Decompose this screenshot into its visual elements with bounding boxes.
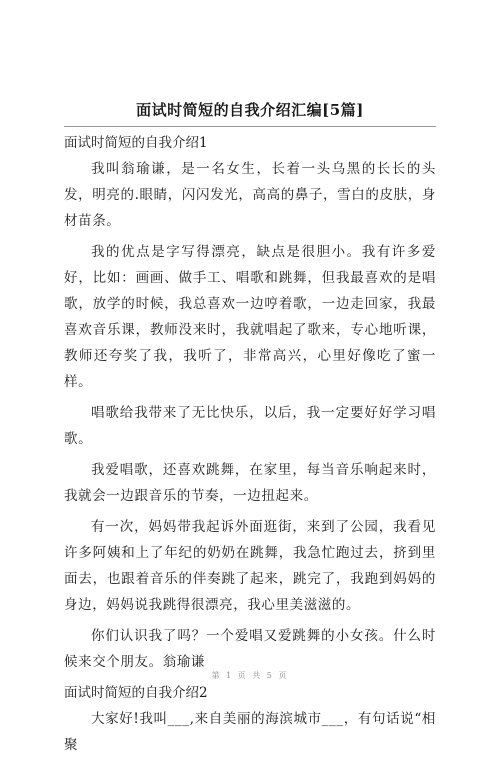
page-footer: 第 1 页 共 5 页: [211, 671, 289, 680]
paragraph: 我叫翁瑜谦，是一名女生，长着一头乌黑的长长的头发，明亮的.眼睛，闪闪发光，高高的鼻子，雪白的皮肤，身材苗条。: [64, 161, 436, 229]
paragraph: 你们认识我了吗？一个爱唱又爱跳舞的小女孩。什么时候来交个朋友。翁瑜谦: [64, 628, 436, 670]
document-title: 面试时简短的自我介绍汇编[5篇]: [136, 101, 364, 119]
paragraph: 大家好!我叫___,来自美丽的海滨城市___，有句话说“相聚: [64, 711, 436, 753]
section-heading: 面试时简短的自我介绍1: [64, 135, 208, 151]
document-body: [64, 130, 436, 763]
paragraph: 我的优点是字写得漂亮，缺点是很胆小。我有许多爱好，比如：画画、做手工、唱歌和跳舞，但我最喜欢的是唱歌，放学的时候，我总喜欢一边哼着歌，一边走回家，我最喜欢音乐课，教师没来时，我就唱起了歌来，专心地听课，教师还夸奖了我，我听了，非常高兴，心里好像吃了蜜一样。: [64, 244, 436, 390]
section-heading: 面试时简短的自我介绍2: [64, 685, 208, 701]
paragraph: 唱歌给我带来了无比快乐，以后，我一定要好好学习唱歌。: [64, 405, 436, 447]
title-divider: [64, 126, 436, 127]
paragraph: 有一次，妈妈带我起诉外面逛街，来到了公园，我看见许多阿姨和上了年纪的奶奶在跳舞，我急忙跑过去，挤到里面去，也跟着音乐的伴奏跳了起来，跳完了，我跑到妈妈的身边，妈妈说我跳得很漂亮，我心里美滋滋的。: [64, 519, 436, 613]
paragraph: 我爱唱歌，还喜欢跳舞，在家里，每当音乐响起来时，我就会一边跟音乐的节奏，一边扭起来。: [64, 462, 436, 504]
